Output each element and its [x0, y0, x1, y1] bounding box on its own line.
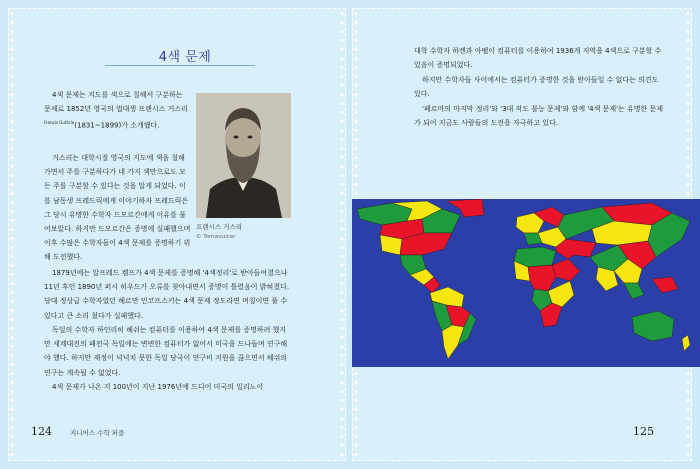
four-color-world-map	[352, 199, 700, 367]
right-paragraph-3: '페르마의 마지막 정리'와 '3대 작도 불능 문제'와 함께 '4색 문제'는 유명한 문제가 되어 지금도 사람들의 도전을 자극하고 있다.	[414, 105, 664, 128]
paragraph-3: 1879년에는 알프레드 켐프가 4색 문제를 증명해 '4색정리'로 받아들여졌으나 11년 후인 1890년 퍼시 히우드가 오류를 찾아내면서 증명이 틀렸음이 밝혀졌다. 당대 정상급 수학자였던 헤르만 민코프스키는 4색 문제 정도라면 며칠이면 풀 수 있다고 큰 소리 쳤다가 실패했다.	[44, 269, 290, 320]
title-underline	[105, 65, 255, 66]
right-paragraph-2: 하지만 수학자들 사이에서는 컴퓨터가 증명한 것을 받아들일 수 없다는 의견도 있다.	[414, 76, 659, 99]
portrait-credit: © Tomwsulcer	[196, 234, 236, 240]
right-page-number: 125	[633, 425, 654, 438]
paragraph-1-tail: (1831~1899)가 소개했다.	[74, 121, 160, 130]
portrait-photo	[196, 93, 291, 218]
left-dots-right	[339, 9, 345, 460]
portrait-caption: 프랜시스 거스리	[196, 223, 243, 231]
left-dots	[9, 9, 15, 460]
paragraph-5: 4색 문제가 나온 지 100년이 지난 1976년에 드디어 미국의 일리노이	[52, 383, 264, 391]
paragraph-2: 거스리는 대학시절 영국의 지도에 색을 칠해가면서 주를 구분하다가 네 가지 색만으로도 모든 주를 구분할 수 있다는 것을 알게 되었다. 이를 남동생 프레드릭에게 이야기하자 프레드릭은 그 당시 유명한 수학자 드모르간에게 이유를 물어보았다. 하지만 드모르간은 증명에 실패했으며 이후 수많은 수학자들이 4색 문제를 증명하기 위해 도전했다.	[44, 154, 191, 262]
world-map-drawing	[352, 199, 700, 367]
paragraph-4: 독일의 수학자 하인리히 헤쉬는 컴퓨터를 이용하여 4색 문제를 증명하려 했지만 세계대전의 패전국 독일에는 변변한 컴퓨터가 없어서 미국을 드나들며 연구해야 했다. 하지만 재정이 넉넉치 못한 독일 당국이 연구비 지원을 끊으면서 헤쉬의 연구는 계속될 수 없었다.	[44, 326, 288, 377]
paragraph-1-text: 4색 문제는 지도를 색으로 칠해서 구분하는 문제로 1852년 영국의 법대생 프랜시스 거스리	[44, 91, 188, 114]
left-page-number: 124	[31, 425, 52, 438]
right-paragraph-1: 대학 수학자 하켄과 아펠이 컴퓨터를 이용하여 1936개 지역을 4색으로 구분할 수 있음이 증명되었다.	[414, 47, 662, 70]
superscript-name: Francis Guthrie	[44, 120, 75, 126]
paragraph-1	[44, 88, 191, 133]
page-title: 4색 문제	[158, 50, 212, 65]
portrait-drawing	[196, 93, 291, 218]
running-title: 지니어스 수학 퍼즐	[70, 429, 125, 437]
